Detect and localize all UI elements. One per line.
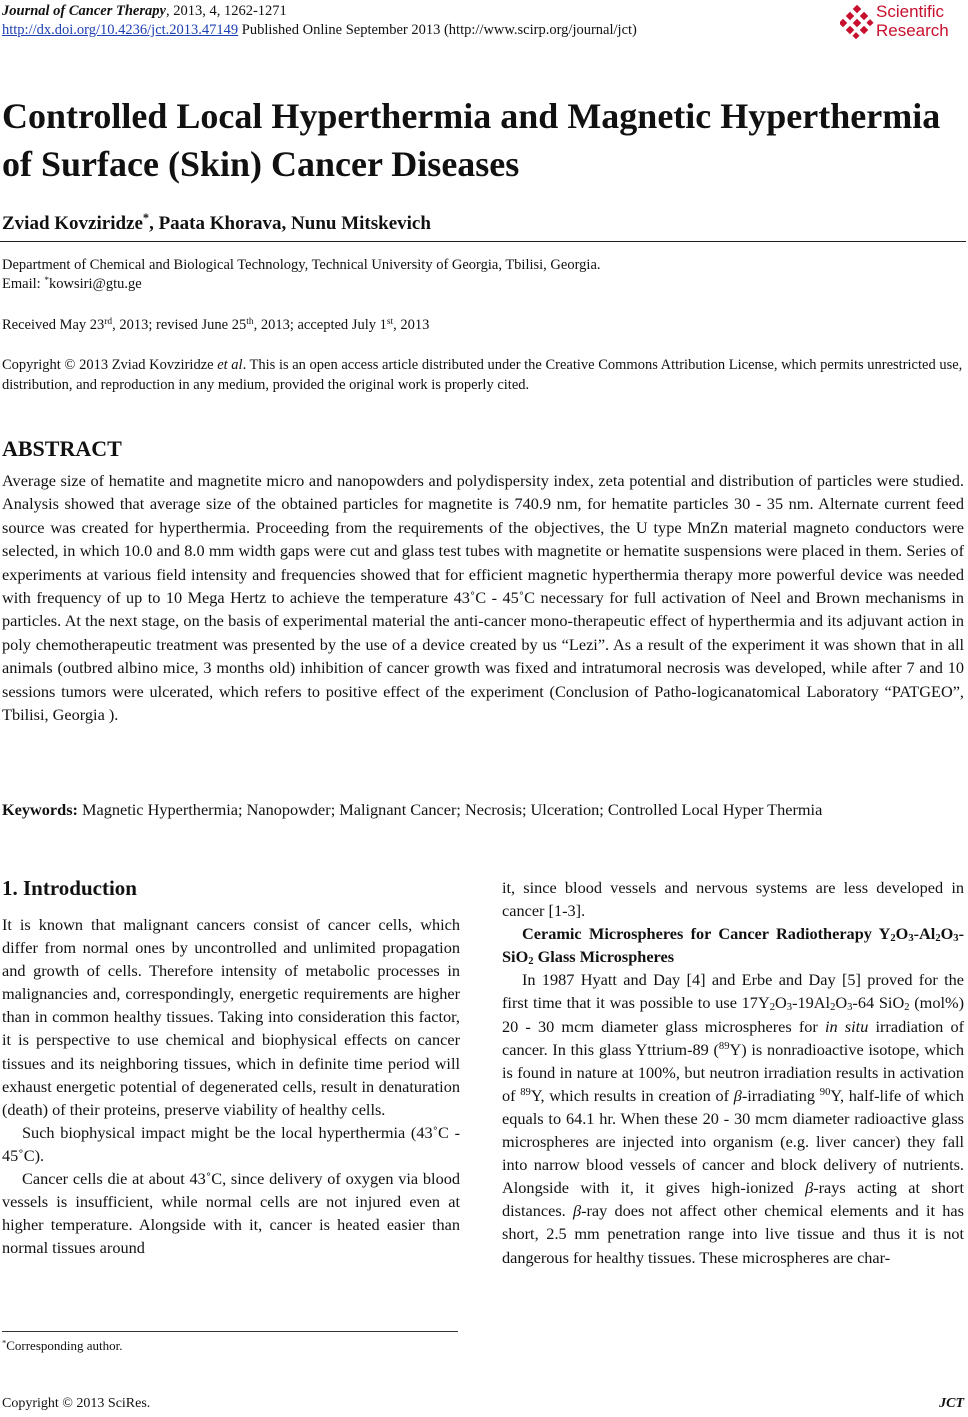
journal-name: Journal of Cancer Therapy: [2, 3, 166, 19]
logo-line-2: Research: [876, 21, 949, 40]
right-column: [502, 876, 964, 1269]
keywords: [2, 798, 964, 821]
copyright-etal: et al: [217, 357, 243, 373]
intro-paragraph-1: It is known that malignant cancers consist of cancer cells, which differ from normal ones by uncontrolled and unlimited propagation and growth of cells. Therefore intensity of metabolic processes in malignancies and, correspondingly, energetic requirements are higher than in common healthy tissues. Taking into consideration this factor, it is perspective to use chemical and biophysical effects on cancer tissues and its neighboring tissues, which in definite time period will exhaust energetic potential of degenerated cells, result in denaturation (death) of their proteins, preserve viability of healthy cells.: [2, 915, 460, 1119]
doi-link[interactable]: http://dx.doi.org/10.4236/jct.2013.47149: [2, 22, 239, 38]
footnote-mark: *: [2, 1337, 7, 1348]
footnote: [2, 1338, 122, 1354]
first-author: Zviad Kovziridze: [2, 213, 143, 234]
revised-date: , 2013; revised June 25: [112, 317, 247, 333]
footer-journal-abbrev: JCT: [939, 1396, 964, 1411]
volume-pages: , 2013, 4, 1262-1271: [165, 3, 287, 19]
email-address[interactable]: kowsiri@gtu.ge: [49, 276, 142, 292]
publisher-logo: [840, 2, 964, 42]
footer-copyright: Copyright © 2013 SciRes.: [2, 1396, 151, 1411]
keywords-values: Magnetic Hyperthermia; Nanopowder; Malignant Cancer; Necrosis; Ulceration; Controlled Local Hyper Thermia: [82, 800, 823, 819]
accepted-date: , 2013; accepted July 1: [253, 317, 387, 333]
title-divider: [0, 241, 966, 242]
copyright-license: . This is an open access article distributed under the Creative Commons Attribution License, which permits unrestricted use, distribution, and reproduction in any medium, provided the original work is properly cited.: [2, 357, 963, 393]
paper-title: Controlled Local Hyperthermia and Magnetic Hyperthermia of Surface (Skin) Cancer Diseases: [2, 96, 941, 184]
email-mark: *: [44, 275, 49, 286]
accepted-suffix: st: [386, 316, 394, 327]
corresponding-mark: *: [142, 211, 150, 226]
left-column: [2, 913, 460, 1259]
article-dates: [2, 315, 429, 335]
section-heading-introduction: 1. Introduction: [2, 876, 137, 900]
dates-year: , 2013: [393, 317, 430, 333]
intro-paragraph-2: Such biophysical impact might be the local hyperthermia (43˚C - 45˚C).: [2, 1122, 460, 1165]
author-list: [2, 213, 431, 235]
email-line: [2, 274, 142, 294]
other-authors: , Paata Khorava, Nunu Mitskevich: [149, 213, 431, 234]
subsection-heading-microspheres: Ceramic Microspheres for Cancer Radiotherapy $Y_2O_3-Al_2O_3-SiO_2$ Glass Microspheres: [502, 924, 964, 968]
right-paragraph-2: In 1987 Hyatt and Day [4] and Erbe and Day [5] proved for the first time that it was possible to use $17Y_2O_3-19Al_2O_3-64$ SiO$_2$ (mol%) 20 - 30 mcm diameter glass microspheres for in situ irradiation of cancer. In this glass Yttrium-89 ($^{89}$Y) is nonradioactive isotope, which is found in nature at 100%, but neutron irradiation results in activation of $^{89}$Y, which results in creation of β-irradiating $^{90}$Y, half-life of which equals to 64.1 hr. When these 20 - 30 mcm diameter radioactive glass microspheres are injected into organism (e.g. liver cancer) they fall into narrow blood vessels of cancer and block delivery of nutrients. Alongside with it, it gives high-ionized β-rays acting at short distances. β-ray does not affect other chemical elements and it has short, 2.5 mm penetration range into live tissue and thus it is not dangerous for healthy tissues. These microspheres are char-: [502, 970, 965, 1267]
doi-line: [2, 21, 637, 39]
abstract-text: Average size of hematite and magnetite micro and nanopowders and polydispersity index, zeta potential and distribution of particles were studied. Analysis showed that average size of the obtained particles for magnetite is 740.9 nm, for hematite particles 30 - 35 nm. Alternate current feed source was created for hyperthermia. Proceeding from the requirements of the objectives, the U type MnZn material magneto conductors were selected, in which 10.0 and 8.0 mm width gaps were cut and glass test tubes with magnetite or hematite suspensions were placed in them. Series of experiments at various field intensity and frequencies showed that for efficient magnetic hyperthermia therapy more powerful device was needed with frequency of up to 10 Mega Hertz to achieve the temperature 43˚C - 45˚C necessary for full activation of Neel and Brown mechanisms in particles. At the next stage, on the basis of experimental material the anti-cancer mono-therapeutic effect of hyperthermia and its adjuvant action in poly chemotherapeutic treatment was presented by the use of a device created by us “Lezi”. As a result of the experiment it was shown that in all animals (outbred albino mice, 3 months old) inhibition of cancer growth was fixed and intratumoral necrosis was developed, while after 7 and 10 sessions tumors were ulcerated, which refers to positive effect of the experiment (Conclusion of Patho-logicanatomical Laboratory “PATGEO”, Tbilisi, Georgia ).: [2, 471, 964, 725]
intro-paragraph-3: Cancer cells die at about 43˚C, since delivery of oxygen via blood vessels is insufficient, while normal cells are not injured even at higher temperature. Alongside with it, cancer is heated easier than normal tissues around: [2, 1169, 460, 1258]
email-label: Email:: [2, 276, 45, 292]
affiliation: Department of Chemical and Biological Technology, Technical University of Georgia, Tbilisi, Georgia.: [2, 257, 601, 273]
keywords-label: Keywords:: [2, 800, 78, 819]
received-suffix: rd: [104, 316, 113, 327]
footnote-divider: [2, 1331, 458, 1332]
logo-wordmark: [876, 2, 949, 40]
running-header: [2, 2, 287, 20]
logo-line-1: Scientific: [876, 2, 945, 21]
copyright-prefix: Copyright © 2013 Zviad Kovziridze: [2, 357, 218, 373]
abstract-heading: ABSTRACT: [2, 436, 122, 461]
received-date: Received May 23: [2, 317, 105, 333]
publication-info: Published Online September 2013 (http://www.scirp.org/journal/jct): [238, 22, 637, 38]
revised-suffix: th: [246, 316, 254, 327]
logo-mark-icon: [840, 5, 874, 39]
right-paragraph-1: it, since blood vessels and nervous systems are less developed in cancer [1-3].: [502, 878, 964, 921]
copyright-notice: [2, 355, 966, 395]
footnote-text: Corresponding author.: [6, 1338, 123, 1353]
